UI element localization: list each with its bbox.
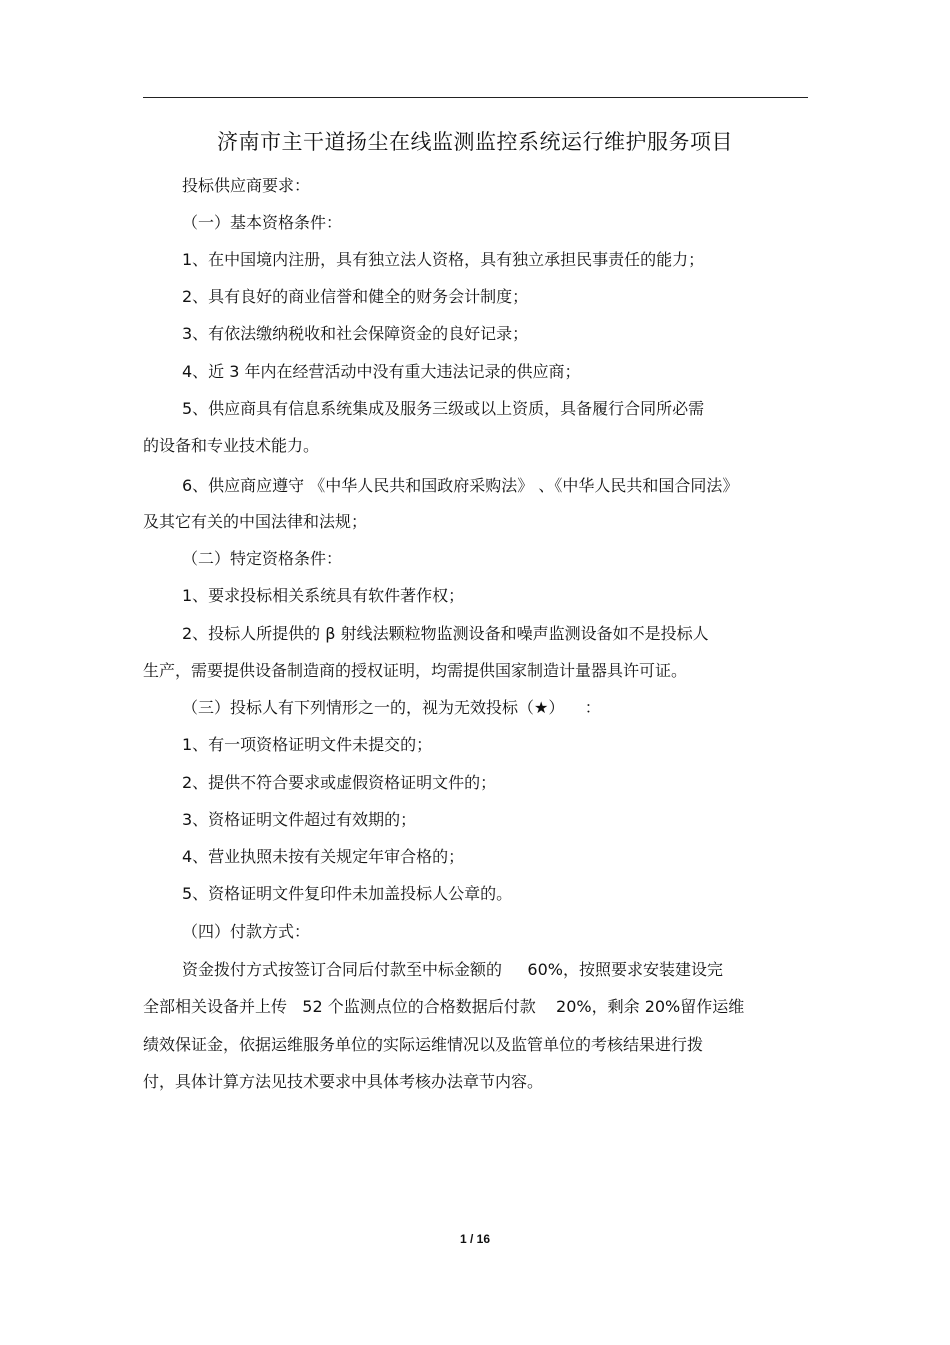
- body-line: 及其它有关的中国法律和法规；: [143, 512, 368, 531]
- body-line: 6、供应商应遵守 《中华人民共和国政府采购法》 、《中华人民共和国合同法》: [182, 476, 739, 495]
- body-line: 1、要求投标相关系统具有软件著作权；: [182, 586, 465, 605]
- body-line: 5、资格证明文件复印件未加盖投标人公章的。: [182, 884, 513, 903]
- body-line: 资金拨付方式按签订合同后付款至中标金额的 60%，按照要求安装建设完: [182, 960, 723, 979]
- body-line: 1、有一项资格证明文件未提交的；: [182, 735, 433, 754]
- body-line: （四）付款方式：: [182, 922, 311, 941]
- body-line: 2、提供不符合要求或虚假资格证明文件的；: [182, 773, 497, 792]
- page-number: 1 / 16: [459, 1232, 491, 1246]
- body-line: 投标供应商要求：: [182, 176, 311, 195]
- body-line: 4、营业执照未按有关规定年审合格的；: [182, 847, 465, 866]
- header-rule: [143, 97, 808, 98]
- body-line: 1、在中国境内注册，具有独立法人资格，具有独立承担民事责任的能力；: [182, 250, 705, 269]
- body-line: 3、有依法缴纳税收和社会保障资金的良好记录；: [182, 324, 529, 343]
- body-line: 3、资格证明文件超过有效期的；: [182, 810, 417, 829]
- body-line: （二）特定资格条件：: [182, 549, 343, 568]
- body-line: （一）基本资格条件：: [182, 213, 343, 232]
- body-line: 5、供应商具有信息系统集成及服务三级或以上资质，具备履行合同所必需: [182, 399, 705, 418]
- body-line: 生产，需要提供设备制造商的授权证明，均需提供国家制造计量器具许可证。: [143, 661, 688, 680]
- body-line: 绩效保证金，依据运维服务单位的实际运维情况以及监管单位的考核结果进行拨: [143, 1035, 704, 1054]
- body-line: 全部相关设备并上传 52 个监测点位的合格数据后付款 20%，剩余 20%留作运维: [143, 997, 745, 1016]
- document-title: 济南市主干道扬尘在线监测监控系统运行维护服务项目: [217, 130, 733, 154]
- body-line: 的设备和专业技术能力。: [143, 436, 320, 455]
- body-line: 2、具有良好的商业信誉和健全的财务会计制度；: [182, 287, 529, 306]
- body-line: 付，具体计算方法见技术要求中具体考核办法章节内容。: [143, 1072, 544, 1091]
- body-line: 2、投标人所提供的 β 射线法颗粒物监测设备和噪声监测设备如不是投标人: [182, 624, 709, 643]
- body-line: 4、近 3 年内在经营活动中没有重大违法记录的供应商；: [182, 362, 581, 381]
- body-line: （三）投标人有下列情形之一的，视为无效投标（★） ：: [182, 698, 601, 717]
